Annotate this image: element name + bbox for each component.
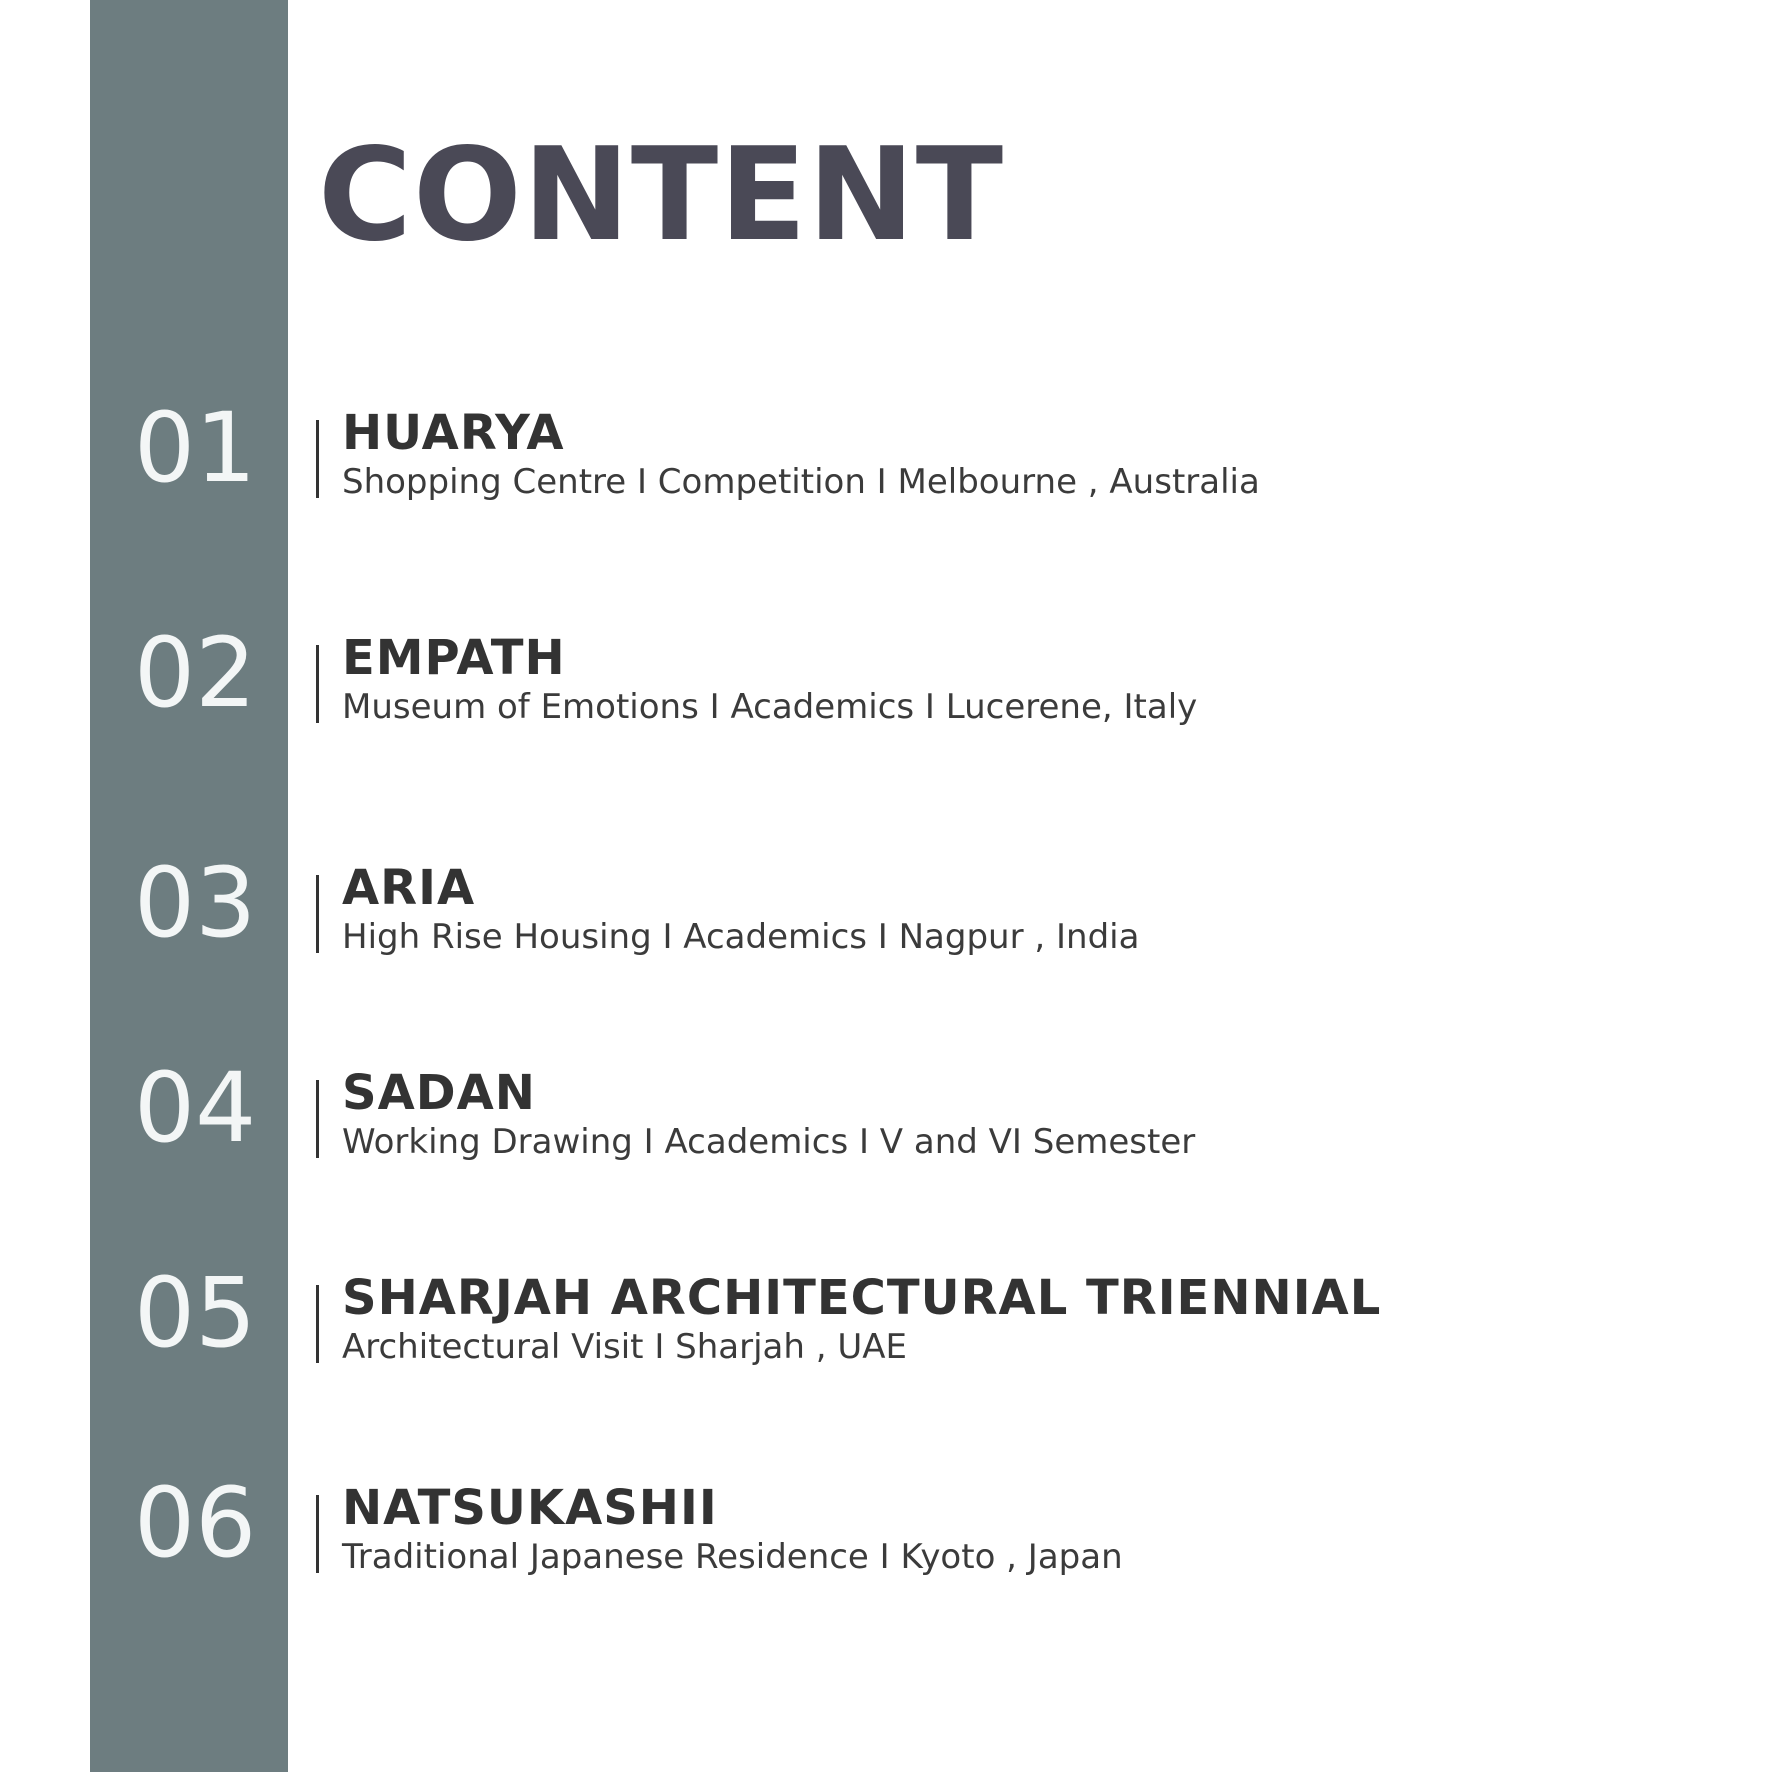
entry-title: ARIA: [342, 860, 476, 916]
entry-title: SADAN: [342, 1065, 536, 1121]
entry-divider: [316, 420, 319, 498]
entry-title: HUARYA: [342, 405, 565, 461]
entry-number: 06: [134, 1467, 257, 1579]
entry-divider: [316, 1495, 319, 1573]
entry-title: EMPATH: [342, 630, 566, 686]
page-title: CONTENT: [318, 121, 1005, 270]
entry-title: SHARJAH ARCHITECTURAL TRIENNIAL: [342, 1270, 1382, 1326]
entry-number: 02: [134, 617, 257, 729]
entry-number: 04: [134, 1052, 257, 1164]
entry-divider: [316, 645, 319, 723]
entry-number: 03: [134, 847, 257, 959]
entry-subtitle: Museum of Emotions I Academics I Lucerene, Italy: [342, 687, 1198, 727]
entry-subtitle: Architectural Visit I Sharjah , UAE: [342, 1327, 907, 1367]
entry-title: NATSUKASHII: [342, 1480, 718, 1536]
entry-divider: [316, 1285, 319, 1363]
entry-subtitle: Shopping Centre I Competition I Melbourne , Australia: [342, 462, 1260, 502]
entry-divider: [316, 1080, 319, 1158]
entry-subtitle: Working Drawing I Academics I V and VI Semester: [342, 1122, 1196, 1162]
entry-divider: [316, 875, 319, 953]
entry-number: 05: [134, 1257, 257, 1369]
entry-number: 01: [134, 392, 257, 504]
entry-subtitle: High Rise Housing I Academics I Nagpur , India: [342, 917, 1140, 957]
entry-subtitle: Traditional Japanese Residence I Kyoto , Japan: [342, 1537, 1123, 1577]
